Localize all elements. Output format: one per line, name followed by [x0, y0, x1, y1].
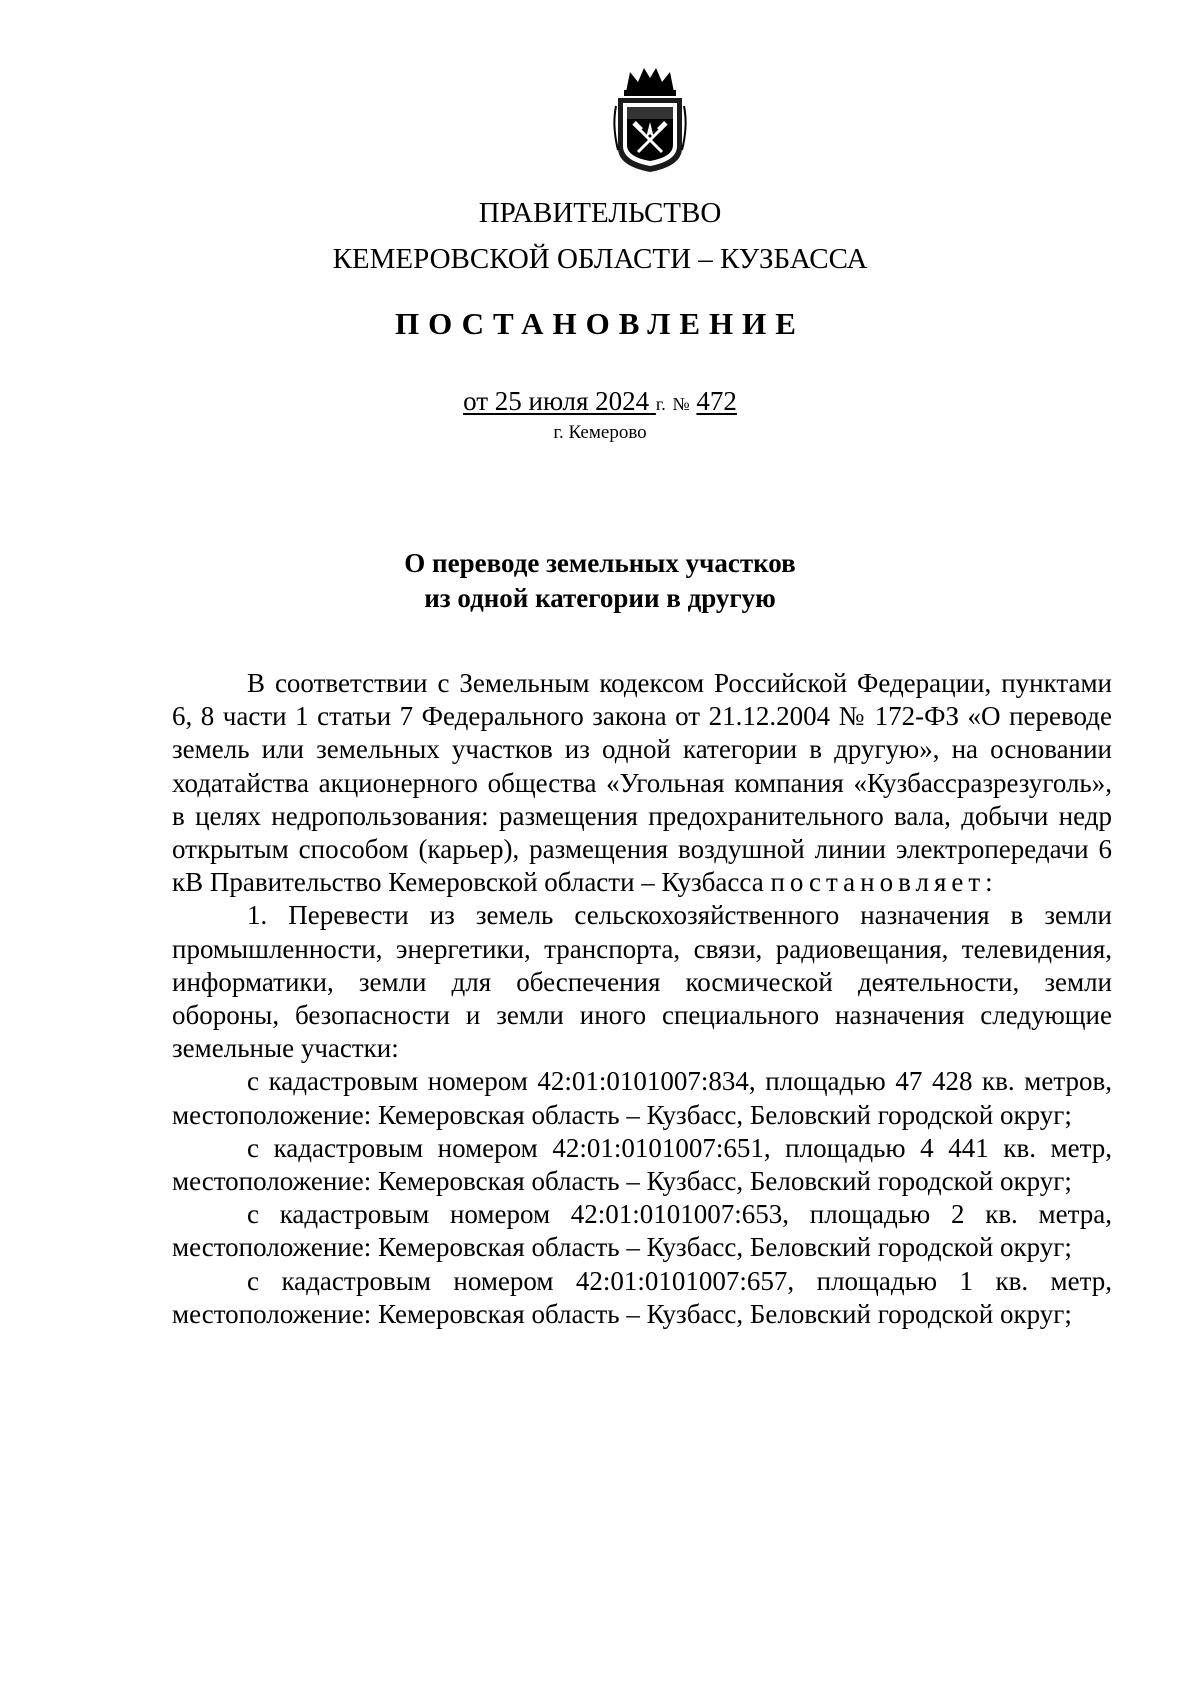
date-prefix: от: [463, 386, 489, 416]
document-type-heading: ПОСТАНОВЛЕНИЕ: [395, 306, 805, 341]
document-title-line2: из одной категории в другую: [424, 583, 776, 613]
intro-text: В соответствии с Земельным кодексом Российской Федерации, пунктами 6, 8 части 1 статьи 7 Федерального закона от 21.12.2004 № 172-ФЗ «О переводе земель или земельных участков из одной категории в другую», на основании ходатайства акционерного общества «Угольная компания «Кузбассразрезуголь», в целях недропользования: размещения предохранительного вала, добычи недр открытым способом (карьер), размещения воздушной линии электропередачи 6 кВ Правительство Кемеровской области – Кузбасса: [172, 668, 1112, 898]
parcel-paragraph: с кадастровым номером 42:01:0101007:651, площадью 4 441 кв. метр, местоположение: Кемеровская область – Кузбасс, Беловский городской округ;: [172, 1132, 1112, 1197]
coat-of-arms-emblem: [612, 66, 688, 174]
parcel-paragraph: с кадастровым номером 42:01:0101007:834, площадью 47 428 кв. метров, местоположение: Кемеровская область – Кузбасс, Беловский городской округ;: [172, 1066, 1112, 1130]
issue-city: г. Кемерово: [553, 422, 647, 443]
document-title-line1: О переводе земельных участков: [404, 548, 796, 578]
document-body: [172, 667, 1112, 1331]
date-and-number-line: [0, 386, 1200, 417]
parcel-paragraph: с кадастровым номером 42:01:0101007:653, площадью 2 кв. метра, местоположение: Кемеровская область – Кузбасс, Беловский городской округ;: [172, 1199, 1112, 1263]
government-name-line2: КЕМЕРОВСКОЙ ОБЛАСТИ – КУЗБАССА: [332, 243, 868, 275]
intro-paragraph: [172, 667, 1112, 899]
document-date: 25 июля 2024: [494, 386, 650, 416]
government-name-line1: ПРАВИТЕЛЬСТВО: [478, 197, 722, 229]
year-suffix: г.: [655, 394, 666, 414]
number-sign: №: [672, 394, 690, 414]
resolves-word: постановляет:: [770, 867, 998, 898]
document-number: 472: [696, 386, 737, 416]
item-1-paragraph: 1. Перевести из земель сельскохозяйственного назначения в земли промышленности, энергетики, транспорта, связи, радиовещания, телевидения, информатики, земли для обеспечения космической деятельности, земли обороны, безопасности и земли иного специального назначения следующие земельные участки:: [172, 900, 1112, 1064]
parcel-paragraph: с кадастровым номером 42:01:0101007:657, площадью 1 кв. метр, местоположение: Кемеровская область – Кузбасс, Беловский городской округ;: [172, 1265, 1112, 1329]
